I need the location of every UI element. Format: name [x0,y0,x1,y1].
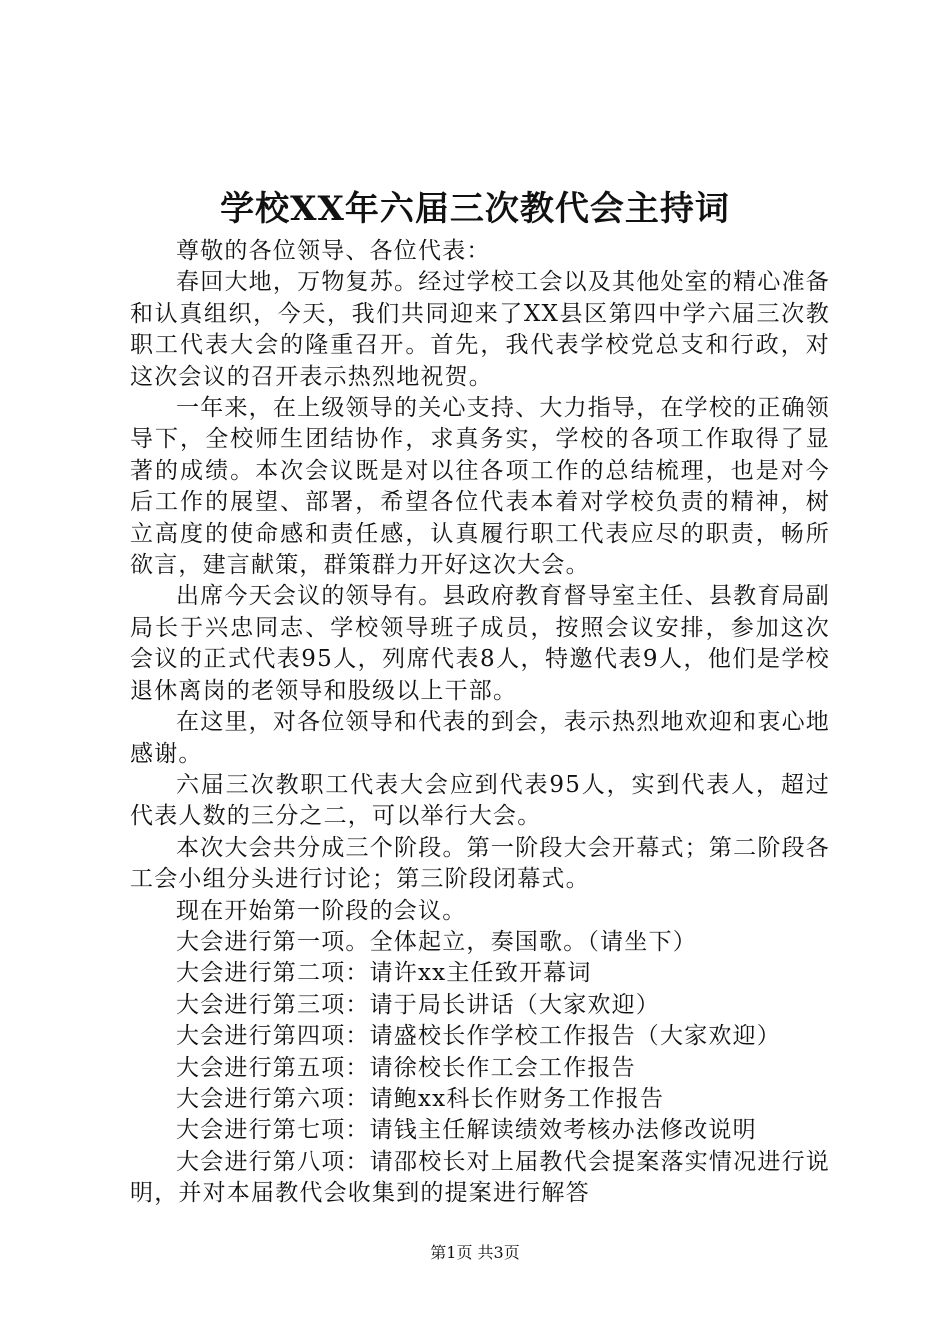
body-paragraph: 出席今天会议的领导有。县政府教育督导室主任、县教育局副局长于兴忠同志、学校领导班子成员，按照会议安排，参加这次会议的正式代表95人，列席代表8人，特邀代表9人，他们是学校退休离岗的老领导和股级以上干部。 [130,583,830,704]
salutation-paragraph: 尊敬的各位领导、各位代表： [176,238,491,264]
agenda-item: 大会进行第八项：请邵校长对上届教代会提案落实情况进行说明，并对本届教代会收集到的提案进行解答 [130,1148,830,1207]
body-paragraph: 一年来，在上级领导的关心支持、大力指导，在学校的正确领导下，全校师生团结协作，求真务实，学校的各项工作取得了显著的成绩。本次会议既是对以往各项工作的总结梳理，也是对今后工作的展望、部署，希望各位代表本着对学校负责的精神，树立高度的使命感和责任感，认真履行职工代表应尽的职责，畅所欲言，建言献策，群策群力开好这次大会。 [130,395,830,579]
agenda-item: 大会进行第二项：请许xx主任致开幕词 [176,960,592,987]
agenda-item: 大会进行第四项：请盛校长作学校工作报告（大家欢迎） [176,1023,781,1050]
agenda-item: 大会进行第一项。全体起立，奏国歌。（请坐下） [176,928,697,955]
document-body [130,236,830,1210]
agenda-item: 大会进行第三项：请于局长讲话（大家欢迎） [176,991,660,1018]
body-paragraph: 在这里，对各位领导和代表的到会，表示热烈地欢迎和衷心地感谢。 [130,709,830,767]
body-paragraph: 现在开始第一阶段的会议。 [176,897,467,924]
agenda-item: 大会进行第六项：请鲍xx科长作财务工作报告 [176,1085,665,1112]
agenda-item: 大会进行第七项：请钱主任解读绩效考核办法修改说明 [176,1117,757,1144]
body-paragraph: 本次大会共分成三个阶段。第一阶段大会开幕式；第二阶段各工会小组分头进行讨论；第三阶段闭幕式。 [130,834,830,893]
page-number-footer: 第1页 共3页 [430,1243,520,1262]
body-paragraph: 六届三次教职工代表大会应到代表95人，实到代表人，超过代表人数的三分之二，可以举行大会。 [130,771,830,830]
body-paragraph: 春回大地，万物复苏。经过学校工会以及其他处室的精心准备和认真组织，今天，我们共同迎来了XX县区第四中学六届三次教职工代表大会的隆重召开。首先，我代表学校党总支和行政，对这次会议的召开表示热烈地祝贺。 [130,269,830,390]
document-title: 学校XX年六届三次教代会主持词 [220,189,730,229]
agenda-item: 大会进行第五项：请徐校长作工会工作报告 [176,1054,636,1081]
